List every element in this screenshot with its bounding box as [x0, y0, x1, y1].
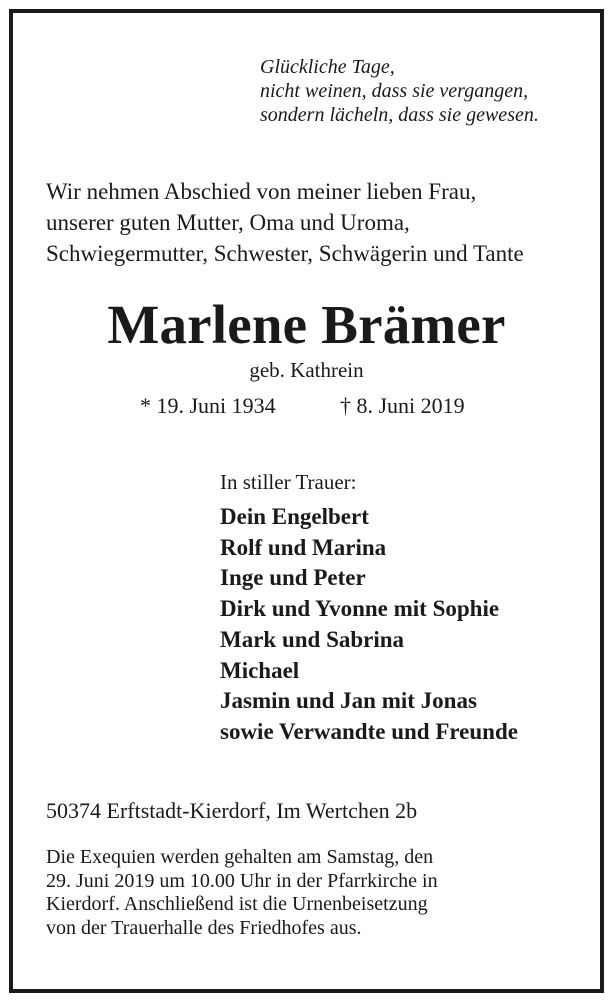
intro-line: Wir nehmen Abschied von meiner lieben Frau,: [46, 179, 477, 204]
mourners-list: [220, 502, 518, 748]
birth-date: * 19. Juni 1934: [140, 393, 276, 418]
deceased-name: Marlene Brämer: [107, 294, 506, 355]
family-address: 50374 Erftstadt-Kierdorf, Im Wertchen 2b: [46, 798, 418, 823]
maiden-name: geb. Kathrein: [249, 358, 364, 382]
motto-verse: [260, 55, 539, 127]
mourner-name: Michael: [220, 657, 300, 683]
notice-line: 29. Juni 2019 um 10.00 Uhr in der Pfarrkirche in: [46, 869, 438, 892]
notice-line: Die Exequien werden gehalten am Samstag, den: [46, 846, 434, 868]
farewell-intro: [46, 176, 524, 269]
mourner-name: Jasmin und Jan mit Jonas: [220, 688, 477, 714]
mourner-name: Mark und Sabrina: [220, 626, 405, 652]
motto-line: nicht weinen, dass sie vergangen,: [260, 80, 529, 102]
mourner-name: Dirk und Yvonne mit Sophie: [220, 596, 500, 622]
mourner-name: Dein Engelbert: [220, 504, 369, 529]
notice-line: Kierdorf. Anschließend ist die Urnenbeisetzung: [46, 893, 428, 915]
notice-line: von der Trauerhalle des Friedhofes aus.: [46, 916, 362, 939]
mourner-name: sowie Verwandte und Freunde: [220, 718, 518, 744]
intro-line: Schwiegermutter, Schwester, Schwägerin und Tante: [46, 241, 524, 266]
motto-line: sondern lächeln, dass sie gewesen.: [260, 104, 539, 126]
mourning-label: In stiller Trauer:: [220, 470, 357, 494]
mourner-name: Rolf und Marina: [220, 534, 387, 560]
intro-line: unserer guten Mutter, Oma und Uroma,: [46, 210, 410, 235]
death-date: † 8. Juni 2019: [340, 393, 465, 418]
funeral-notice: [46, 846, 438, 940]
mourner-name: Inge und Peter: [220, 565, 366, 591]
motto-line: Glückliche Tage,: [260, 56, 395, 78]
